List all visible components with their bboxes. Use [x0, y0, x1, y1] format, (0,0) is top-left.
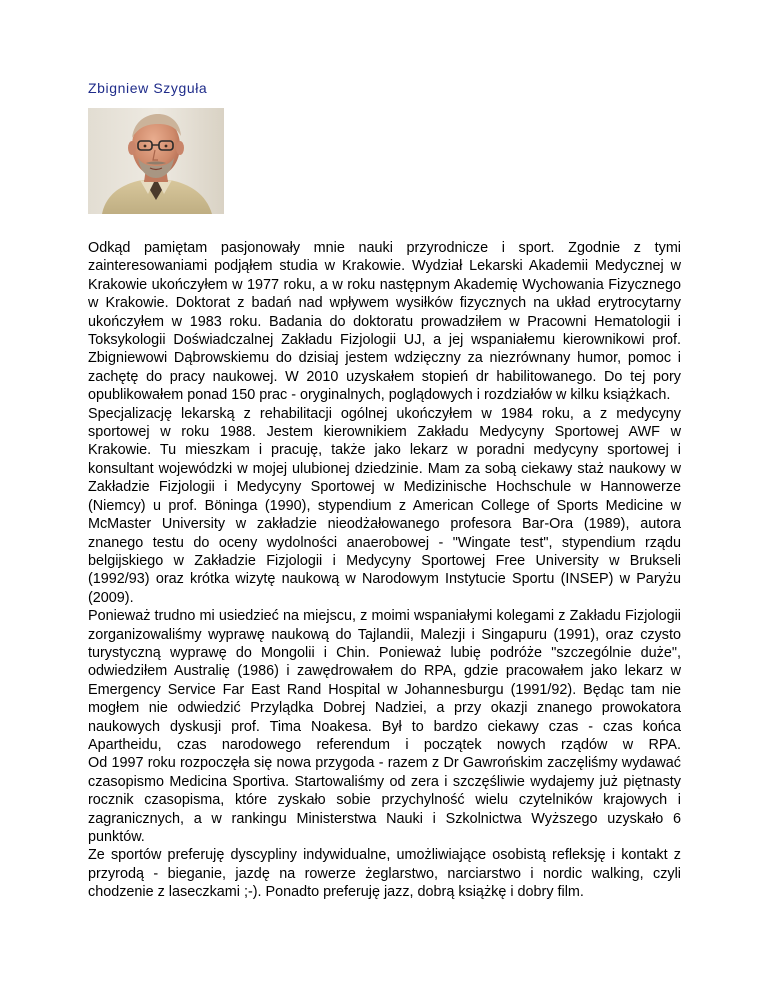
biography-paragraph-2: Specjalizację lekarską z rehabilitacji ogólnej ukończyłem w 1984 roku, a z medycyny sportowej w roku 1988. Jestem kierownikiem Zakładu Medycyny Sportowej AWF w Krakowie. Tu mieszkam i pracuję, także jako lekarz w poradni medycyny sportowej i konsultant wojewódzki w mojej ulubionej dziedzinie. Mam za sobą ciekawy staż naukowy w Zakładzie Fizjologii i Medycyny Sportowej w Medizinische Hochschule w Hannowerze (Niemcy) u prof. Böninga (1990), stypendium z American College of Sports Medicine w McMaster University w zakładzie nieodżałowanego profesora Bar-Ora (1989), autora znanego testu do oceny wydolności anaerobowej - "Wingate test", stypendium rządu belgijskiego w Zakładzie Fizjologii i Medycyny Sportowej Free University w Brukseli (1992/93) oraz krótka wizytę naukową w Narodowym Instytucie Sportu (INSEP) w Paryżu (2009). [88, 405, 681, 606]
author-portrait-photo [88, 108, 224, 214]
biography-paragraph-4: Od 1997 roku rozpoczęła się nowa przygoda - razem z Dr Gawrońskim zaczęliśmy wydawać czasopismo Medicina Sportiva. Startowaliśmy od zera i szczęśliwie wydajemy już piętnasty rocznik czasopisma, które zyskało sobie przychylność wielu czytelników krajowych i zagranicznych, a w rankingu Ministerstwa Nauki i Szkolnictwa Wyższego uzyskało 6 punktów. [88, 755, 681, 845]
biography-text [88, 239, 681, 902]
biography-paragraph-1: Odkąd pamiętam pasjonowały mnie nauki przyrodnicze i sport. Zgodnie z tymi zainteresowaniami podjąłem studia w Krakowie. Wydział Lekarski Akademii Medycznej w Krakowie ukończyłem w 1977 roku, a w roku następnym Akademię Wychowania Fizycznego w Krakowie. Doktorat z badań nad wpływem wysiłków fizycznych na układ erytrocytarny ukończyłem w 1983 roku. Badania do doktoratu prowadziłem w Pracowni Hematologii i Toksykologii Doświadczalnej Zakładu Fizjologii UJ, a jej wspaniałemu kierownikowi prof. Zbigniewowi Dąbrowskiemu do dzisiaj jestem wdzięczny za niezrównany humor, pomoc i zachętę do pracy naukowej. W 2010 uzyskałem stopień dr habilitowanego. Do tej pory opublikowałem ponad 150 prac - oryginalnych, poglądowych i rozdziałów w kilku książkach. [88, 240, 681, 404]
author-name: Zbigniew Szyguła [88, 80, 208, 96]
biography-paragraph-5: Ze sportów preferuję dyscypliny indywidualne, umożliwiające osobistą refleksję i kontakt z przyrodą - bieganie, jazdę na rowerze żeglarstwo, narciarstwo i nordic walking, czyli chodzenie z laseczkami ;-). Ponadto preferuję jazz, dobrą książkę i dobry film. [88, 847, 681, 901]
biography-paragraph-3: Ponieważ trudno mi usiedzieć na miejscu, z moimi wspaniałymi kolegami z Zakładu Fizjologii zorganizowaliśmy wyprawę naukową do Tajlandii, Malezji i Singapuru (1991), oraz czysto turystyczną wyprawę do Mongolii i Chin. Ponieważ lubię podróże "szczególnie duże", odwiedziłem Australię (1986) i zawędrowałem do RPA, gdzie pracowałem jako lekarz w Emergency Service Far East Rand Hospital w Johannesburgu (1991/92). Będąc tam nie mogłem nie odwiedzić Przylądka Dobrej Nadziei, a przy okazji znanego prowokatora naukowych dyskusji prof. Tima Noakesa. Był to bardzo ciekawy czas - czas końca Apartheidu, czas narodowego referendum i początek nowych rządów w RPA. [88, 608, 681, 753]
